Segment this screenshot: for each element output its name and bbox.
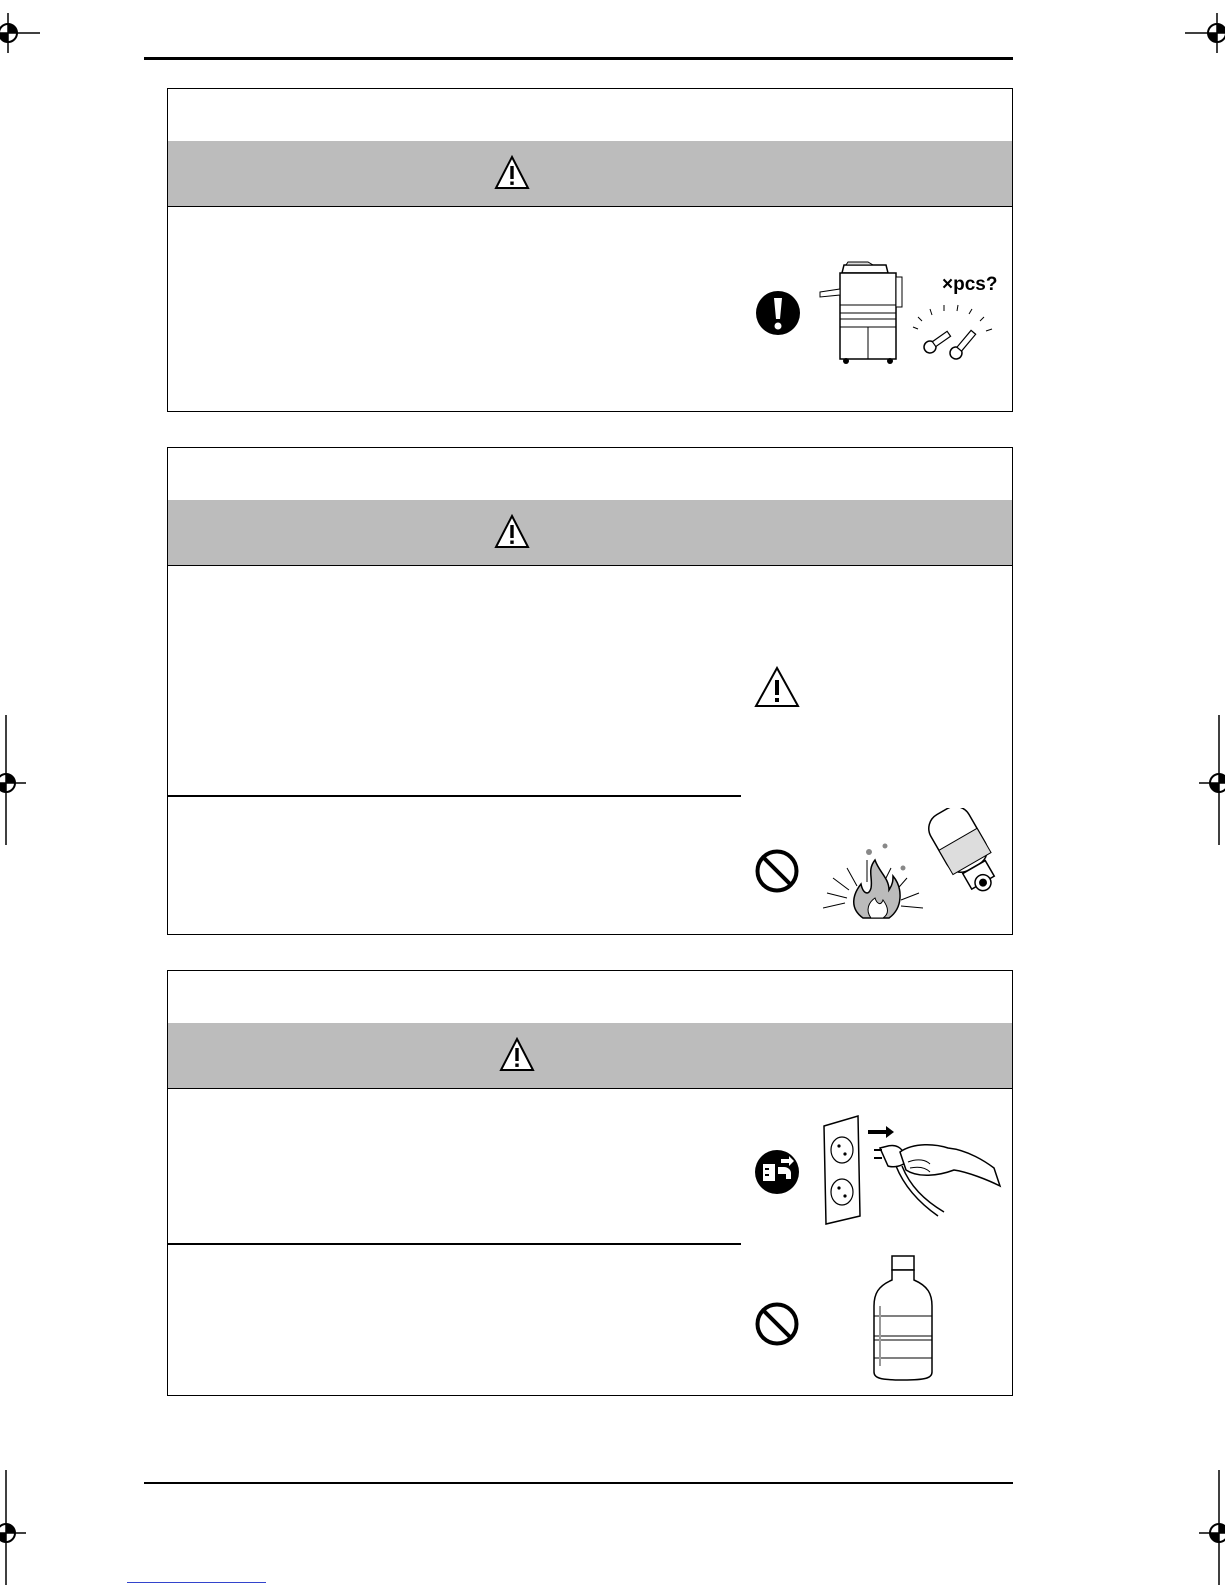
warning-triangle-icon bbox=[494, 155, 530, 191]
quantity-label: ×pcs? bbox=[942, 274, 998, 295]
unplug-illustration bbox=[818, 1106, 1008, 1231]
registration-mark-icon bbox=[0, 1470, 40, 1585]
safety-panel bbox=[167, 970, 1013, 1396]
registration-mark-icon bbox=[0, 13, 40, 53]
warning-band bbox=[168, 141, 1012, 207]
caution-triangle-icon bbox=[754, 666, 800, 708]
warning-triangle-icon bbox=[494, 514, 530, 550]
prohibited-icon bbox=[754, 848, 800, 894]
safety-panel bbox=[167, 447, 1013, 935]
mandatory-exclamation-icon bbox=[755, 290, 801, 336]
footer-link-underline[interactable] bbox=[127, 1582, 266, 1583]
copier-illustration bbox=[818, 257, 1008, 367]
registration-mark-icon bbox=[1185, 13, 1225, 53]
toner-fire-illustration bbox=[823, 808, 1005, 923]
row-divider bbox=[168, 795, 741, 797]
panel-title bbox=[168, 971, 1012, 1024]
registration-mark-icon bbox=[1185, 715, 1225, 845]
registration-mark-icon bbox=[1185, 1470, 1225, 1585]
row-divider bbox=[168, 1243, 741, 1245]
warning-band bbox=[168, 500, 1012, 566]
warning-band bbox=[168, 1023, 1012, 1089]
panel-title bbox=[168, 89, 1012, 142]
registration-mark-icon bbox=[0, 715, 40, 845]
unplug-icon bbox=[754, 1149, 800, 1195]
liquid-bottle-illustration bbox=[868, 1254, 938, 1384]
panel-title bbox=[168, 448, 1012, 501]
header-rule bbox=[144, 57, 1013, 60]
warning-triangle-icon bbox=[499, 1037, 535, 1073]
prohibited-icon bbox=[754, 1301, 800, 1347]
safety-panel bbox=[167, 88, 1013, 412]
footer-rule bbox=[144, 1482, 1013, 1484]
